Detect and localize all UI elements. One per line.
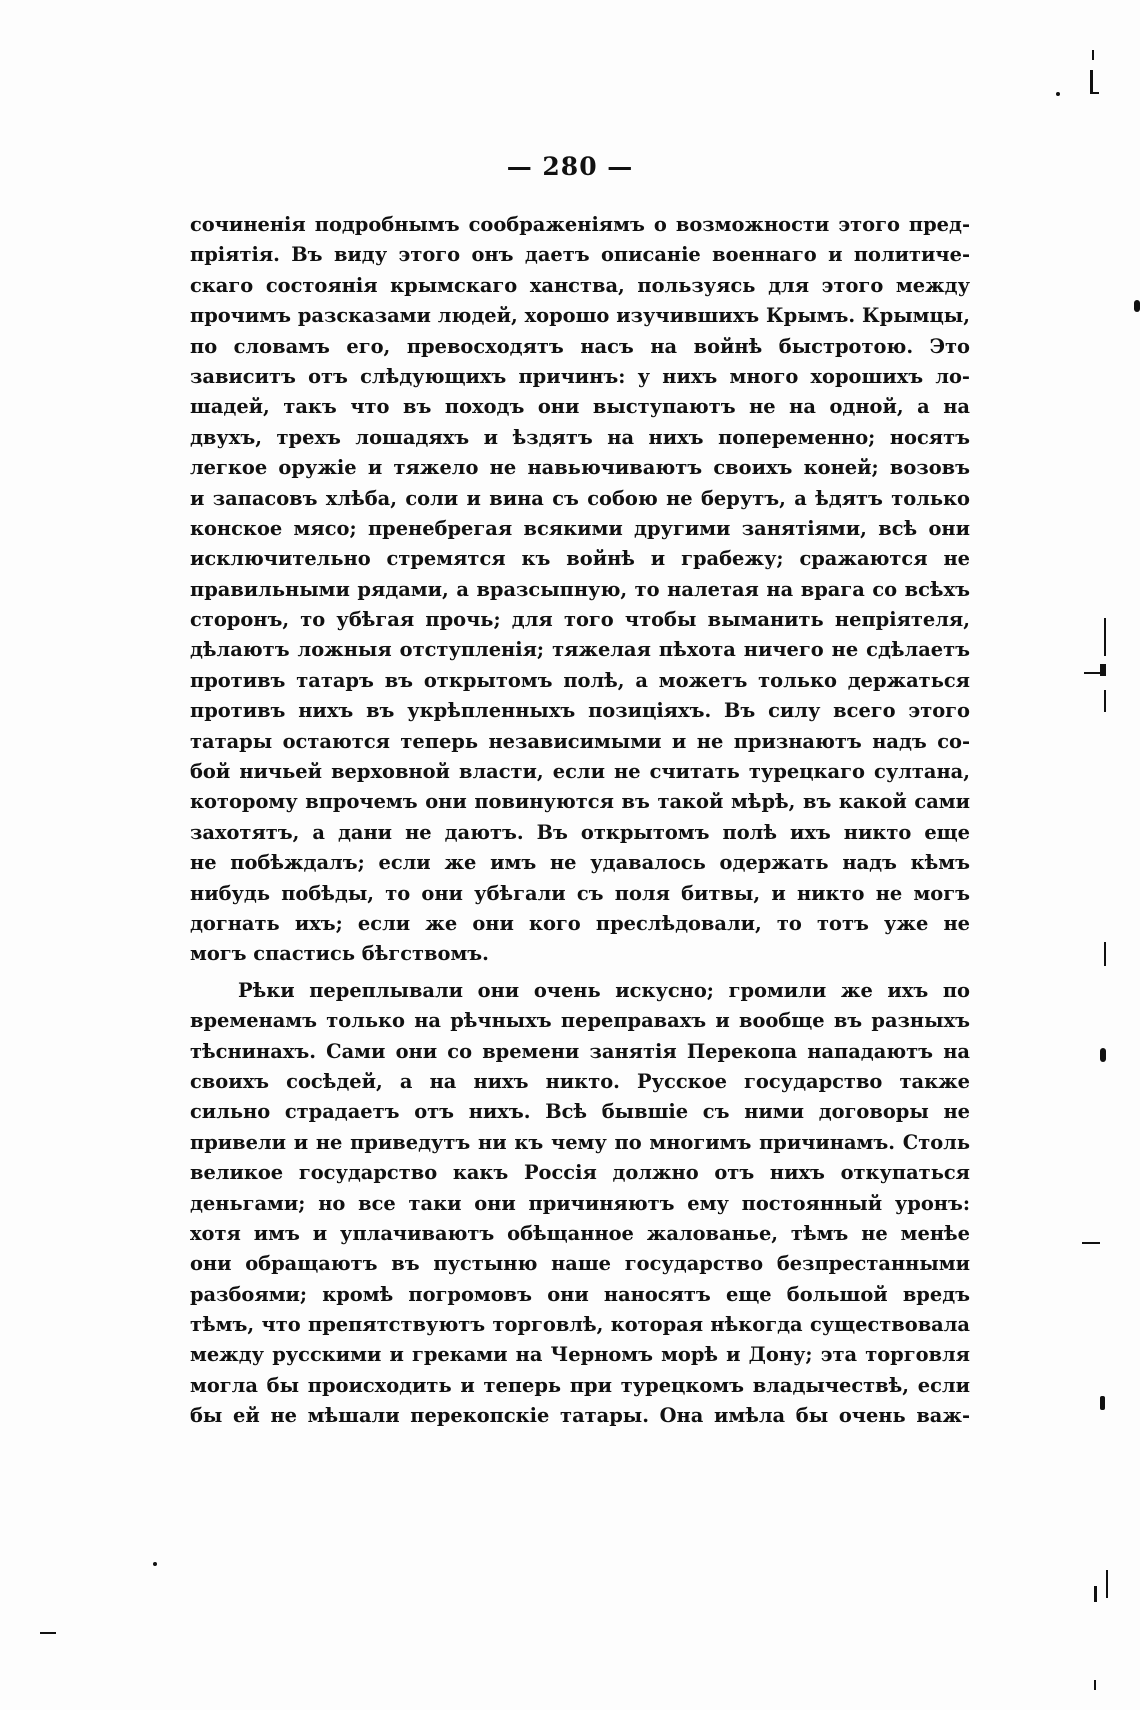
- text-line: бы ей не мѣшали перекопскіе татары. Она имѣла бы очень важ-: [190, 1404, 970, 1428]
- scan-mark: [153, 1562, 157, 1566]
- text-line: конское мясо; пренебрегая всякими другими занятіями, всѣ они: [190, 516, 970, 540]
- scan-mark: [1100, 1396, 1105, 1410]
- text-line: дѣлаютъ ложныя отступленія; тяжелая пѣхота ничего не сдѣлаетъ: [190, 638, 970, 662]
- scan-mark: [1092, 50, 1094, 60]
- scan-mark: [1104, 618, 1106, 656]
- text-line: которому впрочемъ они повинуются въ такой мѣрѣ, въ какой сами: [190, 790, 970, 814]
- text-line: противъ нихъ въ укрѣпленныхъ позиціяхъ. Въ силу всего этого: [190, 699, 970, 723]
- text-line: зависитъ отъ слѣдующихъ причинъ: у нихъ много хорошихъ ло-: [190, 364, 970, 388]
- text-line: привели и не приведутъ ни къ чему по многимъ причинамъ. Столь: [190, 1130, 970, 1154]
- scan-mark: [1134, 300, 1140, 312]
- scan-mark: [1100, 664, 1106, 676]
- text-line: догнать ихъ; если же они кого преслѣдовали, то тотъ уже не: [190, 911, 970, 935]
- text-line: и запасовъ хлѣба, соли и вина съ собою не берутъ, а ѣдятъ только: [190, 486, 970, 510]
- text-line: деньгами; но все таки они причиняютъ ему постоянный уронъ:: [190, 1191, 970, 1215]
- scan-mark: [40, 1632, 56, 1634]
- scan-mark: [1100, 1048, 1106, 1062]
- body-text: [190, 210, 970, 1432]
- text-line: пріятія. Въ виду этого онъ даетъ описаніе военнаго и политиче-: [190, 243, 970, 267]
- text-line: своихъ сосѣдей, а на нихъ никто. Русское государство также: [190, 1069, 970, 1093]
- scan-mark: [1094, 1680, 1096, 1690]
- text-line: разбоями; кромѣ погромовъ они наносятъ еще большой вредъ: [190, 1282, 970, 1306]
- text-line: Рѣки переплывали они очень искусно; громили же ихъ по: [238, 978, 970, 1002]
- scan-mark: [1104, 942, 1106, 966]
- text-line: временамъ только на рѣчныхъ переправахъ и вообще въ разныхъ: [190, 1009, 970, 1033]
- text-line: великое государство какъ Россія должно отъ нихъ откупаться: [190, 1161, 970, 1185]
- text-line: тѣмъ, что препятствуютъ торговлѣ, которая нѣкогда существовала: [190, 1313, 970, 1337]
- text-line: могла бы происходить и теперь при турецкомъ владычествѣ, если: [190, 1373, 970, 1397]
- text-line: татары остаются теперь независимыми и не признаютъ надъ со-: [190, 729, 970, 753]
- scan-mark: [1104, 690, 1106, 712]
- text-line: захотятъ, а дани не даютъ. Въ открытомъ полѣ ихъ никто еще: [190, 820, 970, 844]
- scan-mark: [1056, 92, 1060, 96]
- paragraph-2: [190, 976, 970, 1432]
- scan-mark: [1082, 1242, 1100, 1244]
- text-line: правильными рядами, а вразсыпную, то налетая на врага со всѣхъ: [190, 577, 970, 601]
- page-number: — 280 —: [506, 152, 634, 181]
- text-line: сильно страдаетъ отъ нихъ. Всѣ бывшіе съ ними договоры не: [190, 1100, 970, 1124]
- text-line: между русскими и греками на Черномъ морѣ и Дону; эта торговля: [190, 1343, 970, 1367]
- text-line: не побѣждалъ; если же имъ не удавалось одержать надъ кѣмъ: [190, 851, 970, 875]
- text-line: сочиненія подробнымъ соображеніямъ о возможности этого пред-: [190, 213, 970, 236]
- text-line: прочимъ разсказами людей, хорошо изучившихъ Крымъ. Крымцы,: [190, 304, 970, 328]
- text-line: противъ татаръ въ открытомъ полѣ, а можетъ только держаться: [190, 668, 970, 692]
- text-line: шадей, такъ что въ походъ они выступаютъ не на одной, а на: [190, 395, 970, 419]
- text-line: по словамъ его, превосходятъ насъ на войнѣ быстротою. Это: [190, 334, 970, 358]
- text-line: бой ничьей верховной власти, если не считать турецкаго султана,: [190, 760, 970, 784]
- scan-mark: [1106, 1570, 1108, 1598]
- scan-mark: [1090, 70, 1093, 92]
- text-line: нибудь побѣды, то они убѣгали съ поля битвы, и никто не могъ: [190, 881, 970, 905]
- text-line: могъ спастись бѣгствомъ.: [190, 942, 489, 966]
- scan-mark: [1090, 92, 1099, 94]
- text-line: хотя имъ и уплачиваютъ обѣщанное жалованье, тѣмъ не менѣе: [190, 1221, 970, 1245]
- text-line: сторонъ, то убѣгая прочь; для того чтобы выманить непріятеля,: [190, 608, 970, 632]
- text-line: они обращаютъ въ пустыню наше государство безпрестанными: [190, 1252, 970, 1276]
- text-line: двухъ, трехъ лошадяхъ и ѣздятъ на нихъ попеременно; носятъ: [190, 425, 970, 449]
- text-line: скаго состоянія крымскаго ханства, пользуясь для этого между: [190, 273, 970, 297]
- scan-mark: [1094, 1586, 1097, 1602]
- text-line: исключительно стремятся къ войнѣ и грабежу; сражаются не: [190, 547, 970, 571]
- scan-mark: [1084, 672, 1100, 674]
- text-line: тѣснинахъ. Сами они со времени занятія Перекопа нападаютъ на: [190, 1039, 970, 1063]
- text-line: легкое оружіе и тяжело не навьючиваютъ своихъ коней; возовъ: [190, 456, 970, 480]
- paragraph-1: [190, 210, 970, 970]
